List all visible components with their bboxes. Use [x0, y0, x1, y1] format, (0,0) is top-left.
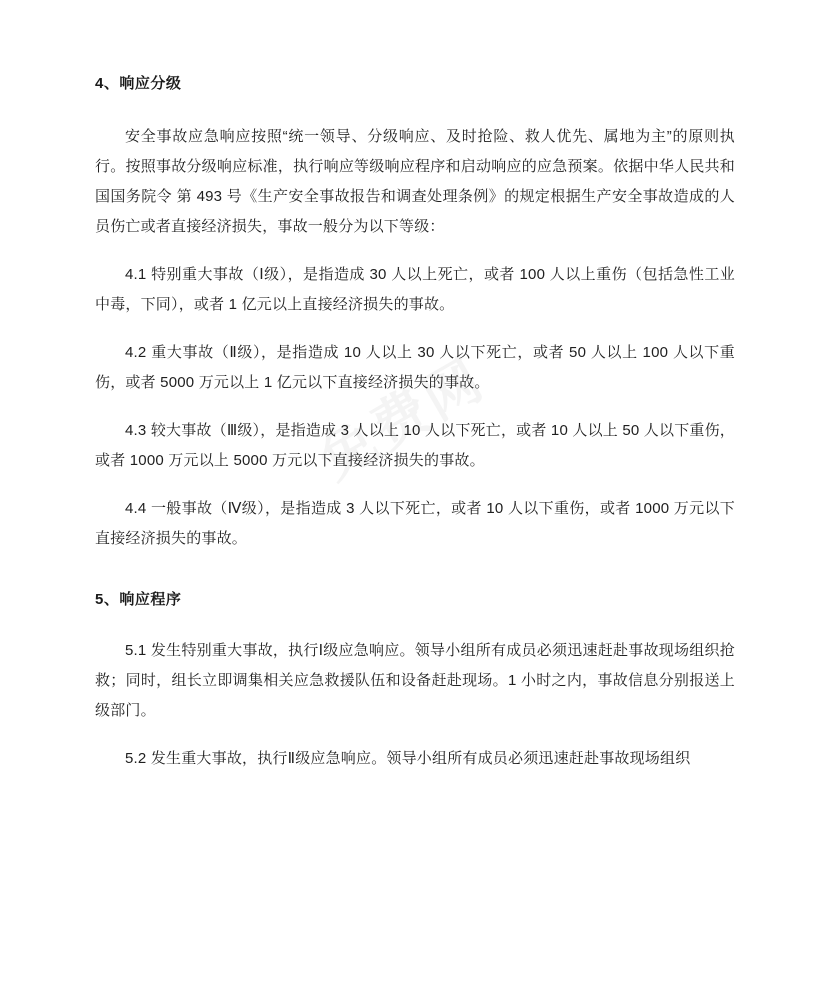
paragraph: 4.2 重大事故（Ⅱ级），是指造成 10 人以上 30 人以下死亡，或者 50 人以上 100 人以下重伤，或者 5000 万元以上 1 亿元以下直接经济损失的事故。 [95, 344, 735, 391]
document-body [95, 72, 735, 774]
paragraph: 4.1 特别重大事故（Ⅰ级），是指造成 30 人以上死亡，或者 100 人以上重伤（包括急性工业中毒，下同），或者 1 亿元以上直接经济损失的事故。 [95, 266, 735, 313]
section-heading-response-procedure: 5、响应程序 [95, 591, 182, 608]
paragraph: 4.3 较大事故（Ⅲ级），是指造成 3 人以上 10 人以下死亡，或者 10 人以上 50 人以下重伤，或者 1000 万元以上 5000 万元以下直接经济损失的事故。 [95, 422, 736, 469]
paragraph: 5.1 发生特别重大事故，执行Ⅰ级应急响应。领导小组所有成员必须迅速赶赴事故现场组织抢救；同时，组长立即调集相关应急救援队伍和设备赶赴现场。1 小时之内，事故信息分别报送上级部门。 [95, 642, 735, 719]
paragraph: 5.2 发生重大事故，执行Ⅱ级应急响应。领导小组所有成员必须迅速赶赴事故现场组织 [125, 750, 691, 767]
section-heading-response-levels: 4、响应分级 [95, 75, 182, 92]
paragraph: 安全事故应急响应按照“统一领导、分级响应、及时抢险、救人优先、属地为主”的原则执行。按照事故分级响应标准，执行响应等级响应程序和启动响应的应急预案。依据中华人民共和国国务院令 第 493 号《生产安全事故报告和调查处理条例》的规定根据生产安全事故造成的人员伤亡或者直接经济损失，事故一般分为以下等级： [95, 128, 735, 235]
paragraph: 4.4 一般事故（Ⅳ级），是指造成 3 人以下死亡，或者 10 人以下重伤，或者 1000 万元以下直接经济损失的事故。 [95, 500, 735, 547]
